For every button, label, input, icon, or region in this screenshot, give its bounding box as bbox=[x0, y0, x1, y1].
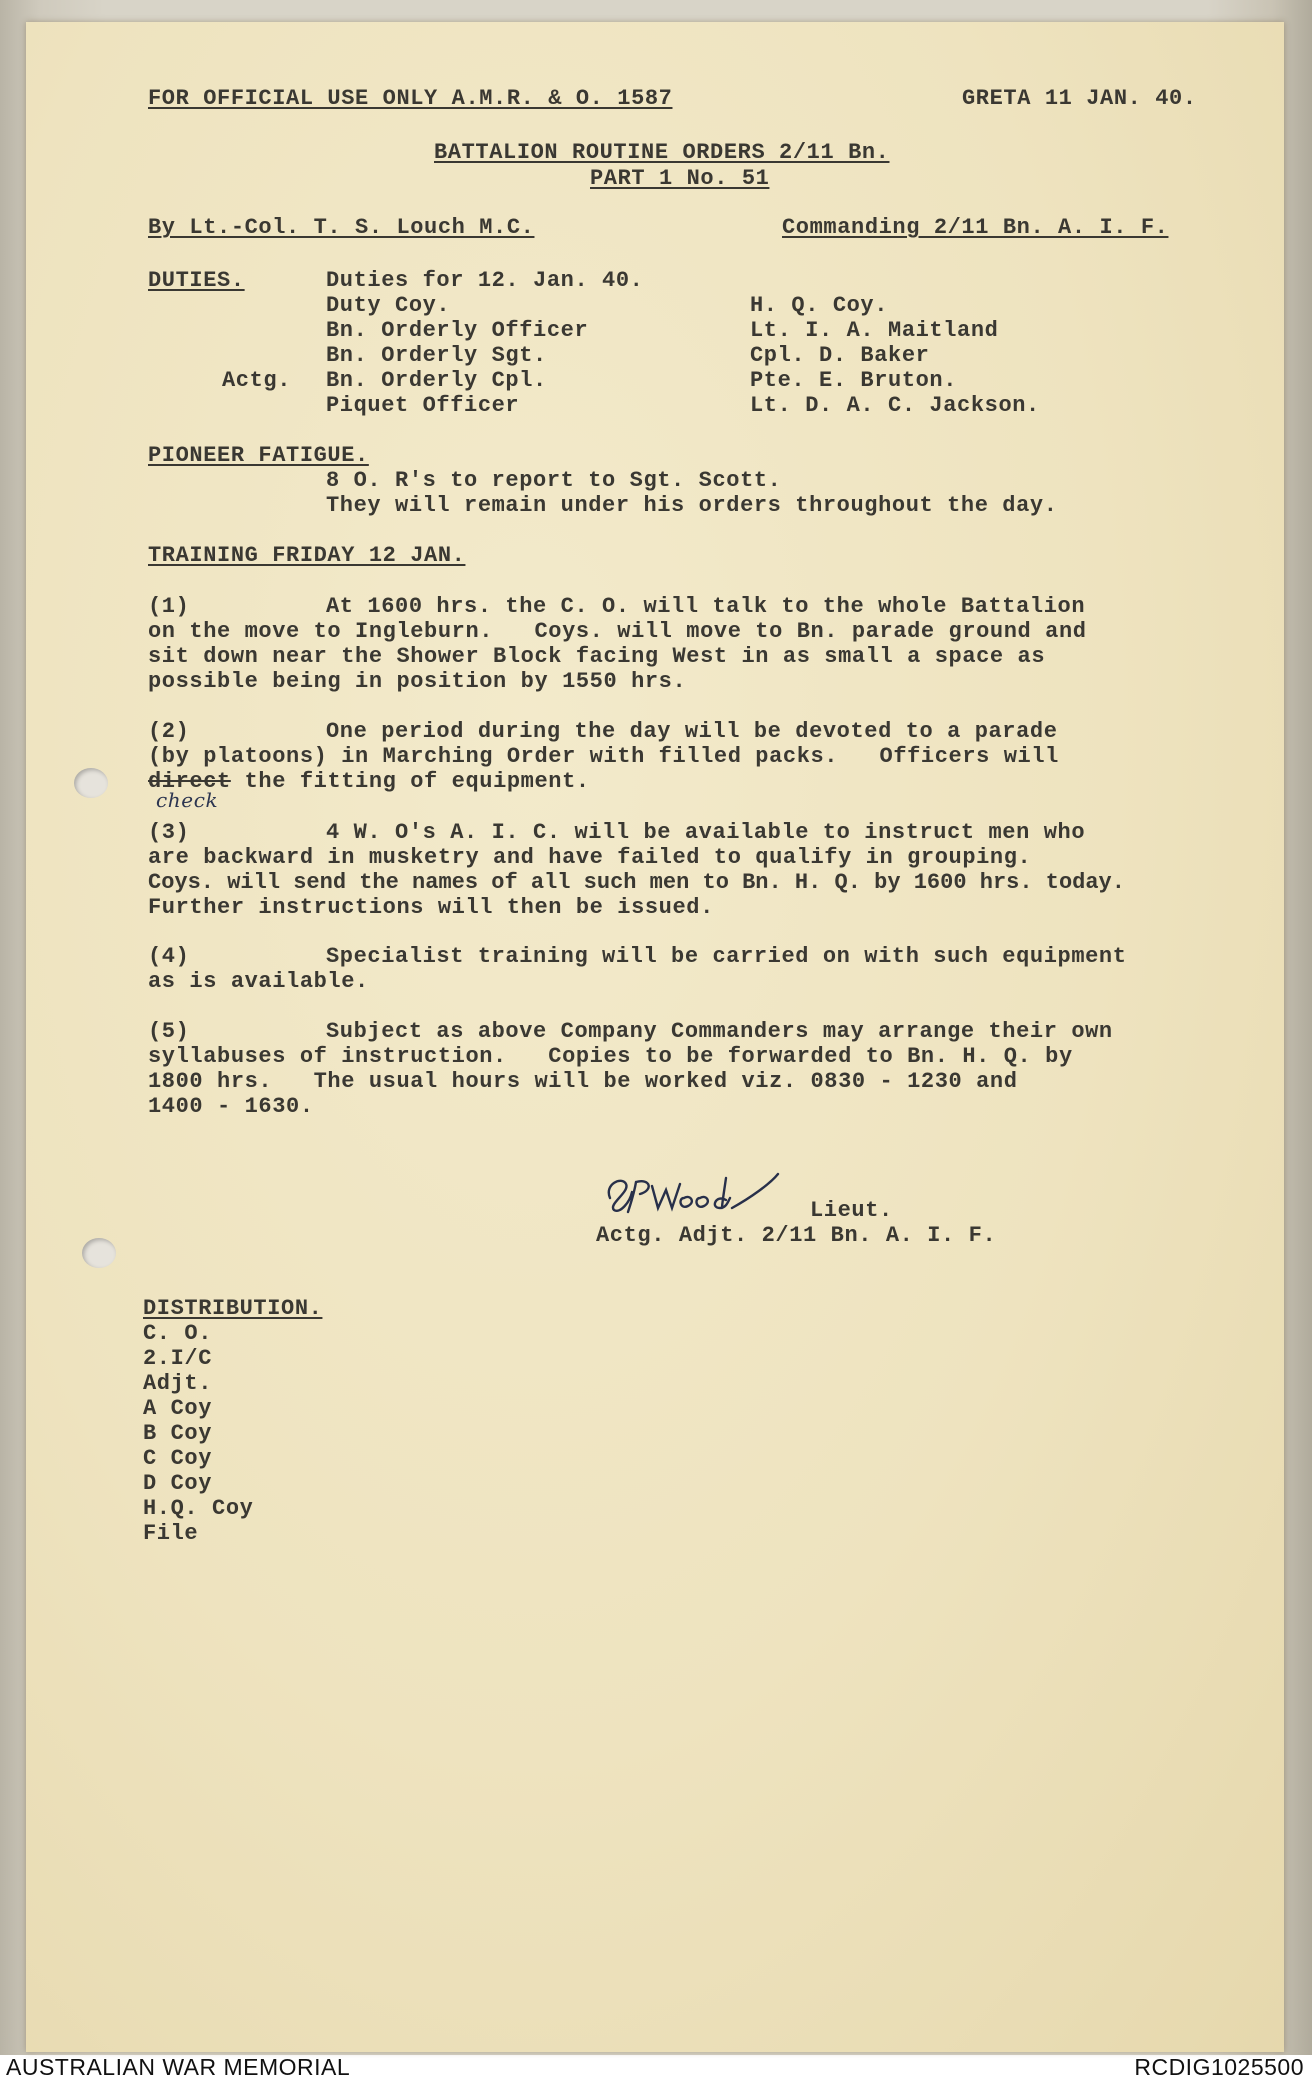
distribution-item: 2.I/C bbox=[143, 1346, 213, 1371]
handwritten-correction: check bbox=[156, 788, 219, 812]
duty-assignee: Pte. E. Bruton. bbox=[750, 368, 958, 393]
handwritten-signature bbox=[600, 1164, 820, 1224]
acting-mark: Actg. bbox=[222, 368, 292, 393]
issuing-officer: By Lt.-Col. T. S. Louch M.C. bbox=[148, 215, 535, 240]
para-1-line: possible being in position by 1550 hrs. bbox=[148, 669, 687, 694]
para-5-number: (5) bbox=[148, 1019, 190, 1044]
distribution-item: A Coy bbox=[143, 1396, 213, 1421]
commanding-unit: Commanding 2/11 Bn. A. I. F. bbox=[782, 215, 1169, 240]
para-2-line: (by platoons) in Marching Order with filled packs. Officers will bbox=[148, 744, 1059, 769]
distribution-item: B Coy bbox=[143, 1421, 213, 1446]
para-3-line: Coys. will send the names of all such men to Bn. H. Q. by 1600 hrs. today. bbox=[148, 870, 1125, 895]
para-1-line: At 1600 hrs. the C. O. will talk to the whole Battalion bbox=[326, 594, 1086, 619]
pioneer-heading: PIONEER FATIGUE. bbox=[148, 443, 369, 468]
para-4-line: as is available. bbox=[148, 969, 369, 994]
para-3-line: are backward in musketry and have failed to qualify in grouping. bbox=[148, 845, 1032, 870]
duty-role: Duty Coy. bbox=[326, 293, 451, 318]
classification-line: FOR OFFICIAL USE ONLY A.M.R. & O. 1587 bbox=[148, 86, 673, 111]
signatory-rank: Lieut. bbox=[810, 1198, 893, 1223]
para-3-line: Further instructions will then be issued. bbox=[148, 895, 714, 920]
place-date: GRETA 11 JAN. 40. bbox=[962, 86, 1197, 111]
archive-credit: AUSTRALIAN WAR MEMORIAL bbox=[6, 2054, 351, 2080]
distribution-item: C Coy bbox=[143, 1446, 213, 1471]
para-2-line-rest: the fitting of equipment. bbox=[230, 769, 590, 794]
distribution-item: H.Q. Coy bbox=[143, 1496, 254, 1521]
duty-role: Bn. Orderly Sgt. bbox=[326, 343, 547, 368]
duty-assignee: H. Q. Coy. bbox=[750, 293, 889, 318]
duty-assignee: Lt. D. A. C. Jackson. bbox=[750, 393, 1040, 418]
duty-role: Piquet Officer bbox=[326, 393, 520, 418]
signatory-appointment: Actg. Adjt. 2/11 Bn. A. I. F. bbox=[596, 1223, 997, 1248]
training-heading: TRAINING FRIDAY 12 JAN. bbox=[148, 543, 466, 568]
punch-hole-lower bbox=[82, 1238, 116, 1268]
duties-heading: DUTIES. bbox=[148, 268, 245, 293]
para-5-line: Subject as above Company Commanders may arrange their own bbox=[326, 1019, 1113, 1044]
punch-hole-upper bbox=[74, 768, 108, 798]
pioneer-line-2: They will remain under his orders throughout the day. bbox=[326, 493, 1058, 518]
para-5-line: 1800 hrs. The usual hours will be worked viz. 0830 - 1230 and bbox=[148, 1069, 1018, 1094]
distribution-item: Adjt. bbox=[143, 1371, 213, 1396]
distribution-item: D Coy bbox=[143, 1471, 213, 1496]
para-1-line: on the move to Ingleburn. Coys. will move to Bn. parade ground and bbox=[148, 619, 1087, 644]
para-3-number: (3) bbox=[148, 820, 190, 845]
title-line-2: PART 1 No. 51 bbox=[590, 166, 770, 191]
duty-assignee: Lt. I. A. Maitland bbox=[750, 318, 999, 343]
para-1-number: (1) bbox=[148, 594, 190, 619]
title-line-1: BATTALION ROUTINE ORDERS 2/11 Bn. bbox=[434, 140, 890, 165]
archive-identifier: RCDIG1025500 bbox=[1134, 2054, 1304, 2080]
distribution-item: File bbox=[143, 1521, 199, 1546]
duties-date-line: Duties for 12. Jan. 40. bbox=[326, 268, 644, 293]
para-4-line: Specialist training will be carried on with such equipment bbox=[326, 944, 1127, 969]
struck-word: direct bbox=[148, 769, 231, 794]
para-4-number: (4) bbox=[148, 944, 190, 969]
distribution-item: C. O. bbox=[143, 1321, 213, 1346]
para-1-line: sit down near the Shower Block facing West in as small a space as bbox=[148, 644, 1046, 669]
para-3-line: 4 W. O's A. I. C. will be available to instruct men who bbox=[326, 820, 1086, 845]
para-2-number: (2) bbox=[148, 719, 190, 744]
pioneer-line-1: 8 O. R's to report to Sgt. Scott. bbox=[326, 468, 782, 493]
para-2-line: One period during the day will be devoted to a parade bbox=[326, 719, 1058, 744]
distribution-heading: DISTRIBUTION. bbox=[143, 1296, 323, 1321]
duty-role: Bn. Orderly Cpl. bbox=[326, 368, 547, 393]
para-5-line: syllabuses of instruction. Copies to be forwarded to Bn. H. Q. by bbox=[148, 1044, 1073, 1069]
duty-assignee: Cpl. D. Baker bbox=[750, 343, 930, 368]
para-5-line: 1400 - 1630. bbox=[148, 1094, 314, 1119]
duty-role: Bn. Orderly Officer bbox=[326, 318, 589, 343]
